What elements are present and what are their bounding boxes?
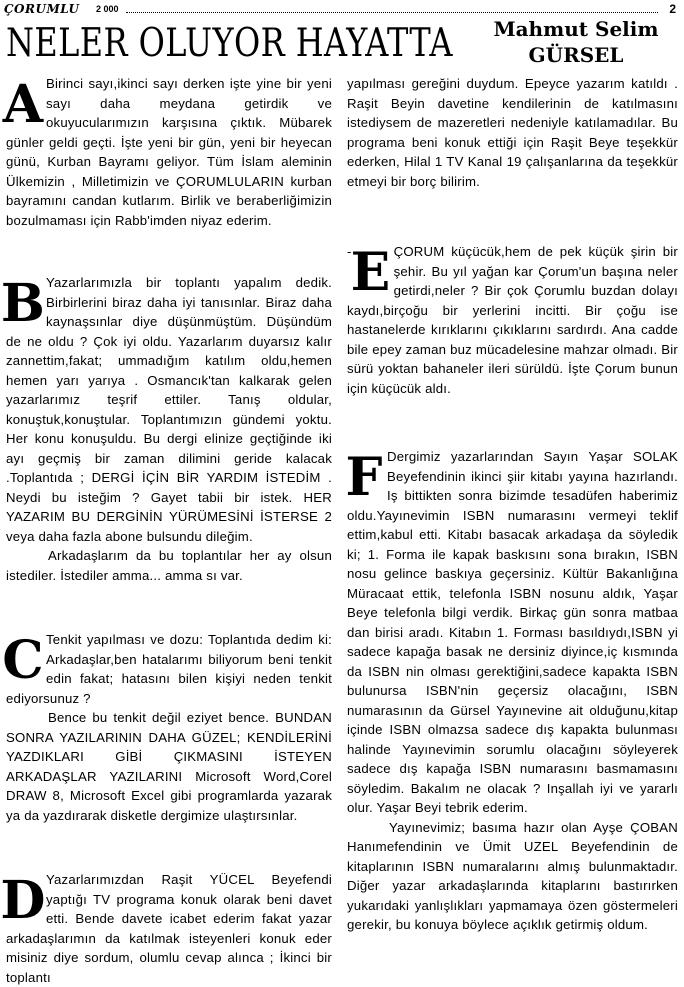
section-b-text-2: Arkadaşlarım da bu toplantılar her ay olsun istediler. İstediler amma... amma sı var. [6,548,332,583]
page-title: NELER OLUYOR HAYATTA [6,21,453,66]
drop-cap-b: B [0,273,46,334]
section-a-text: Birinci sayı,ikinci sayı derken işte yine bir yeni sayı daha meydana getirdik ve okuyucularımızın karşısına çıktık. Mübarek günler geldi geçti. İşte yeni bir gün, yeni bir heyecan günü, Kurban Bayramı geliyor. Tüm İslam aleminin Ülkemizin , Milletimizin ve ÇORUMLULARIN kurban bayramını candan kutlarım. Birlik ve beraberliğimizin bozulmaması için Rabb'imden niyaz ederim. [6,76,332,228]
section-e-dash: - [347,244,352,259]
page-number: 2 [669,2,676,16]
section-c-text: Tenkit yapılması ve dozu: Toplantıda dedim ki: Arkadaşlar,ben hatalarımı biliyorum beni tenkit edin fakat; hatasını bilen kişiyi neden tenkit ediyorsunuz ? [6,632,332,706]
section-a [2,74,332,230]
drop-cap-f: F [345,447,383,508]
author-last-name: GÜRSEL [528,43,624,67]
header-rule [126,12,658,13]
section-e [347,242,678,398]
issue-year: 2 000 [96,4,119,14]
section-f-text: Dergimiz yazarlarından Sayın Yaşar SOLAK Beyefendinin ikinci şiir kitabı yayına hazırlandı. Iş bittikten sonra bizimde tesadüfen haberimiz oldu.Yayınevimin ISBN numarasını vermeyi teklif ettim,kabul etti. Kitabı basacak arkadaşa da söyledik ki; 1. Forma ile kapak baskısını sona bırakın, ISBN nosu gelince baskıya geçersiniz. Kültür Bakanlığına Müracaat ettik, telefonla ISBN nosunu aldık, Yaşar Beye telefonla bilgi verdik. Birkaç gün sonra matbaa dan birisi aradı. Kitabın 1. Forması basıldıydı,ISBN yi sadece kapağa basak ne dersiniz diyince,iç kısmında da ISBN nin olması gerektiğini,sadece kapakta ISBN bulunursa ISBN'nin geçersiz olacağını, ISBN numarasının da Gürsel Yayınevine ait olduğunu,kitap içinde ISBN olmazsa sadece dış kapakta bulunması halinde Yayınevimin sorumlu olacağını söyleyerek sadece dış kapağa ISBN numarasını basmamasını söyledim. Bakalım ne olacak ? Inşallah iyi ve yararlı olur. Yaşar Beyi tebrik ederim. [347,449,678,815]
section-f-text-2: Yayınevimiz; basıma hazır olan Ayşe ÇOBAN Hanımefendinin ve Ümit UZEL Beyefendinin de kitaplarının ISBN numaralarını almış bulunmaktadır. Diğer yazar arkadaşlarında kitaplarını bastırırken yukarıdaki yanlışlıkları yapmamaya özen göstermeleri gerekir, bu konuya böylece açıklık getirmiş oldum. [347,819,678,932]
section-c-text-2: Bence bu tenkit değil eziyet bence. BUNDAN SONRA YAZILARININ DAHA GÜZEL; KENDİLERİNİ YAZDIKLARI GİBİ ÇIKMASINI İSTEYEN ARKADAŞLAR YAZILARINI Microsoft Word,Corel DRAW 8, Microsoft Excel gibi programlarda yazarak ya da yazdırarak disketle dergimize ulaştırsınlar. [6,710,332,823]
drop-cap-a: A [2,74,44,135]
drop-cap-e: E [350,242,391,303]
section-b-text: Yazarlarımızla bir toplantı yapalım dedik. Birbirlerini biraz daha iyi tanısınlar. Biraz daha kaynaşsınlar diye düşünmüştüm. Düşündüm de ne oldu ? Çok iyi oldu. Yazarlarım duyarsız kalır zannettim,fakat; ummadığım katılım oldu,hemen hemen yarı yarıya . Osmancık'tan kalkarak gelen yazarlarımız teşrif ettiler. Tanış oldular, konuştuk,konuştular. Toplantımızın gündemi yoktu. Her konu konuşuldu. Bu dergi elinize geçtiğinde iki ayı geçmiş bir zaman dilimini geride kalacak .Toplantıda ; DERGİ İÇİN BİR YARDIM İSTEDİM . Neydi bu isteğim ? Gayet tabii bir istek. HER YAZARIM BU DERGİNİN YÜRÜMESİNİ İSTERSE 2 veya daha fazla abone bulsundu dileğim. [6,275,332,544]
section-c [2,630,332,825]
section-d-continued [347,74,678,191]
section-d-text: Yazarlarımızdan Raşit YÜCEL Beyefendi yaptığı TV programa konuk olarak beni davet etti. Bende davete icabet ederim fakat yazar arkadaşlarımın da katılmak isteyenleri konuk eder misiniz diye sordum, olumlu cevap alınca ; İkinci bir toplantı [6,872,332,985]
section-e-text: ÇORUM küçücük,hem de pek küçük şirin bir şehir. Bu yıl yağan kar Çorum'un başına neler getirdi,neler ? Bir çok Çorumlu buzdan dolayı kaydı,birçoğu bir yerlerini incitti. Bir çoğu ise hastanelerde kırıklarını çıkıklarını sardırdı. Ana cadde bile epey zaman buz mücadelesine mahzar olmadı. Bir sürü yoktan bahaneler ileri sürüldü. İşte Çorum bunun için küçücük aldı. [347,244,678,396]
drop-cap-d: D [0,870,46,931]
masthead: ÇORUMLU [4,2,80,16]
section-b [0,273,332,585]
author-byline [468,16,684,68]
section-f [347,447,678,935]
section-d [0,870,332,987]
author-first-name: Mahmut Selim [493,17,659,41]
drop-cap-c: C [2,630,44,691]
section-d-cont-text: yapılması gereğini duydum. Epeyce yazarım katıldı . Raşit Beyin davetine kendilerinin de katılmasını istediysem de mazeretleri nedeniyle katılamadılar. Bu programa beni konuk ettiği için Raşit Beye teşekkür ederken, Hilal 1 TV Kanal 19 çalışanlarına da teşekkür etmeyi bir borç bilirim. [347,76,678,189]
